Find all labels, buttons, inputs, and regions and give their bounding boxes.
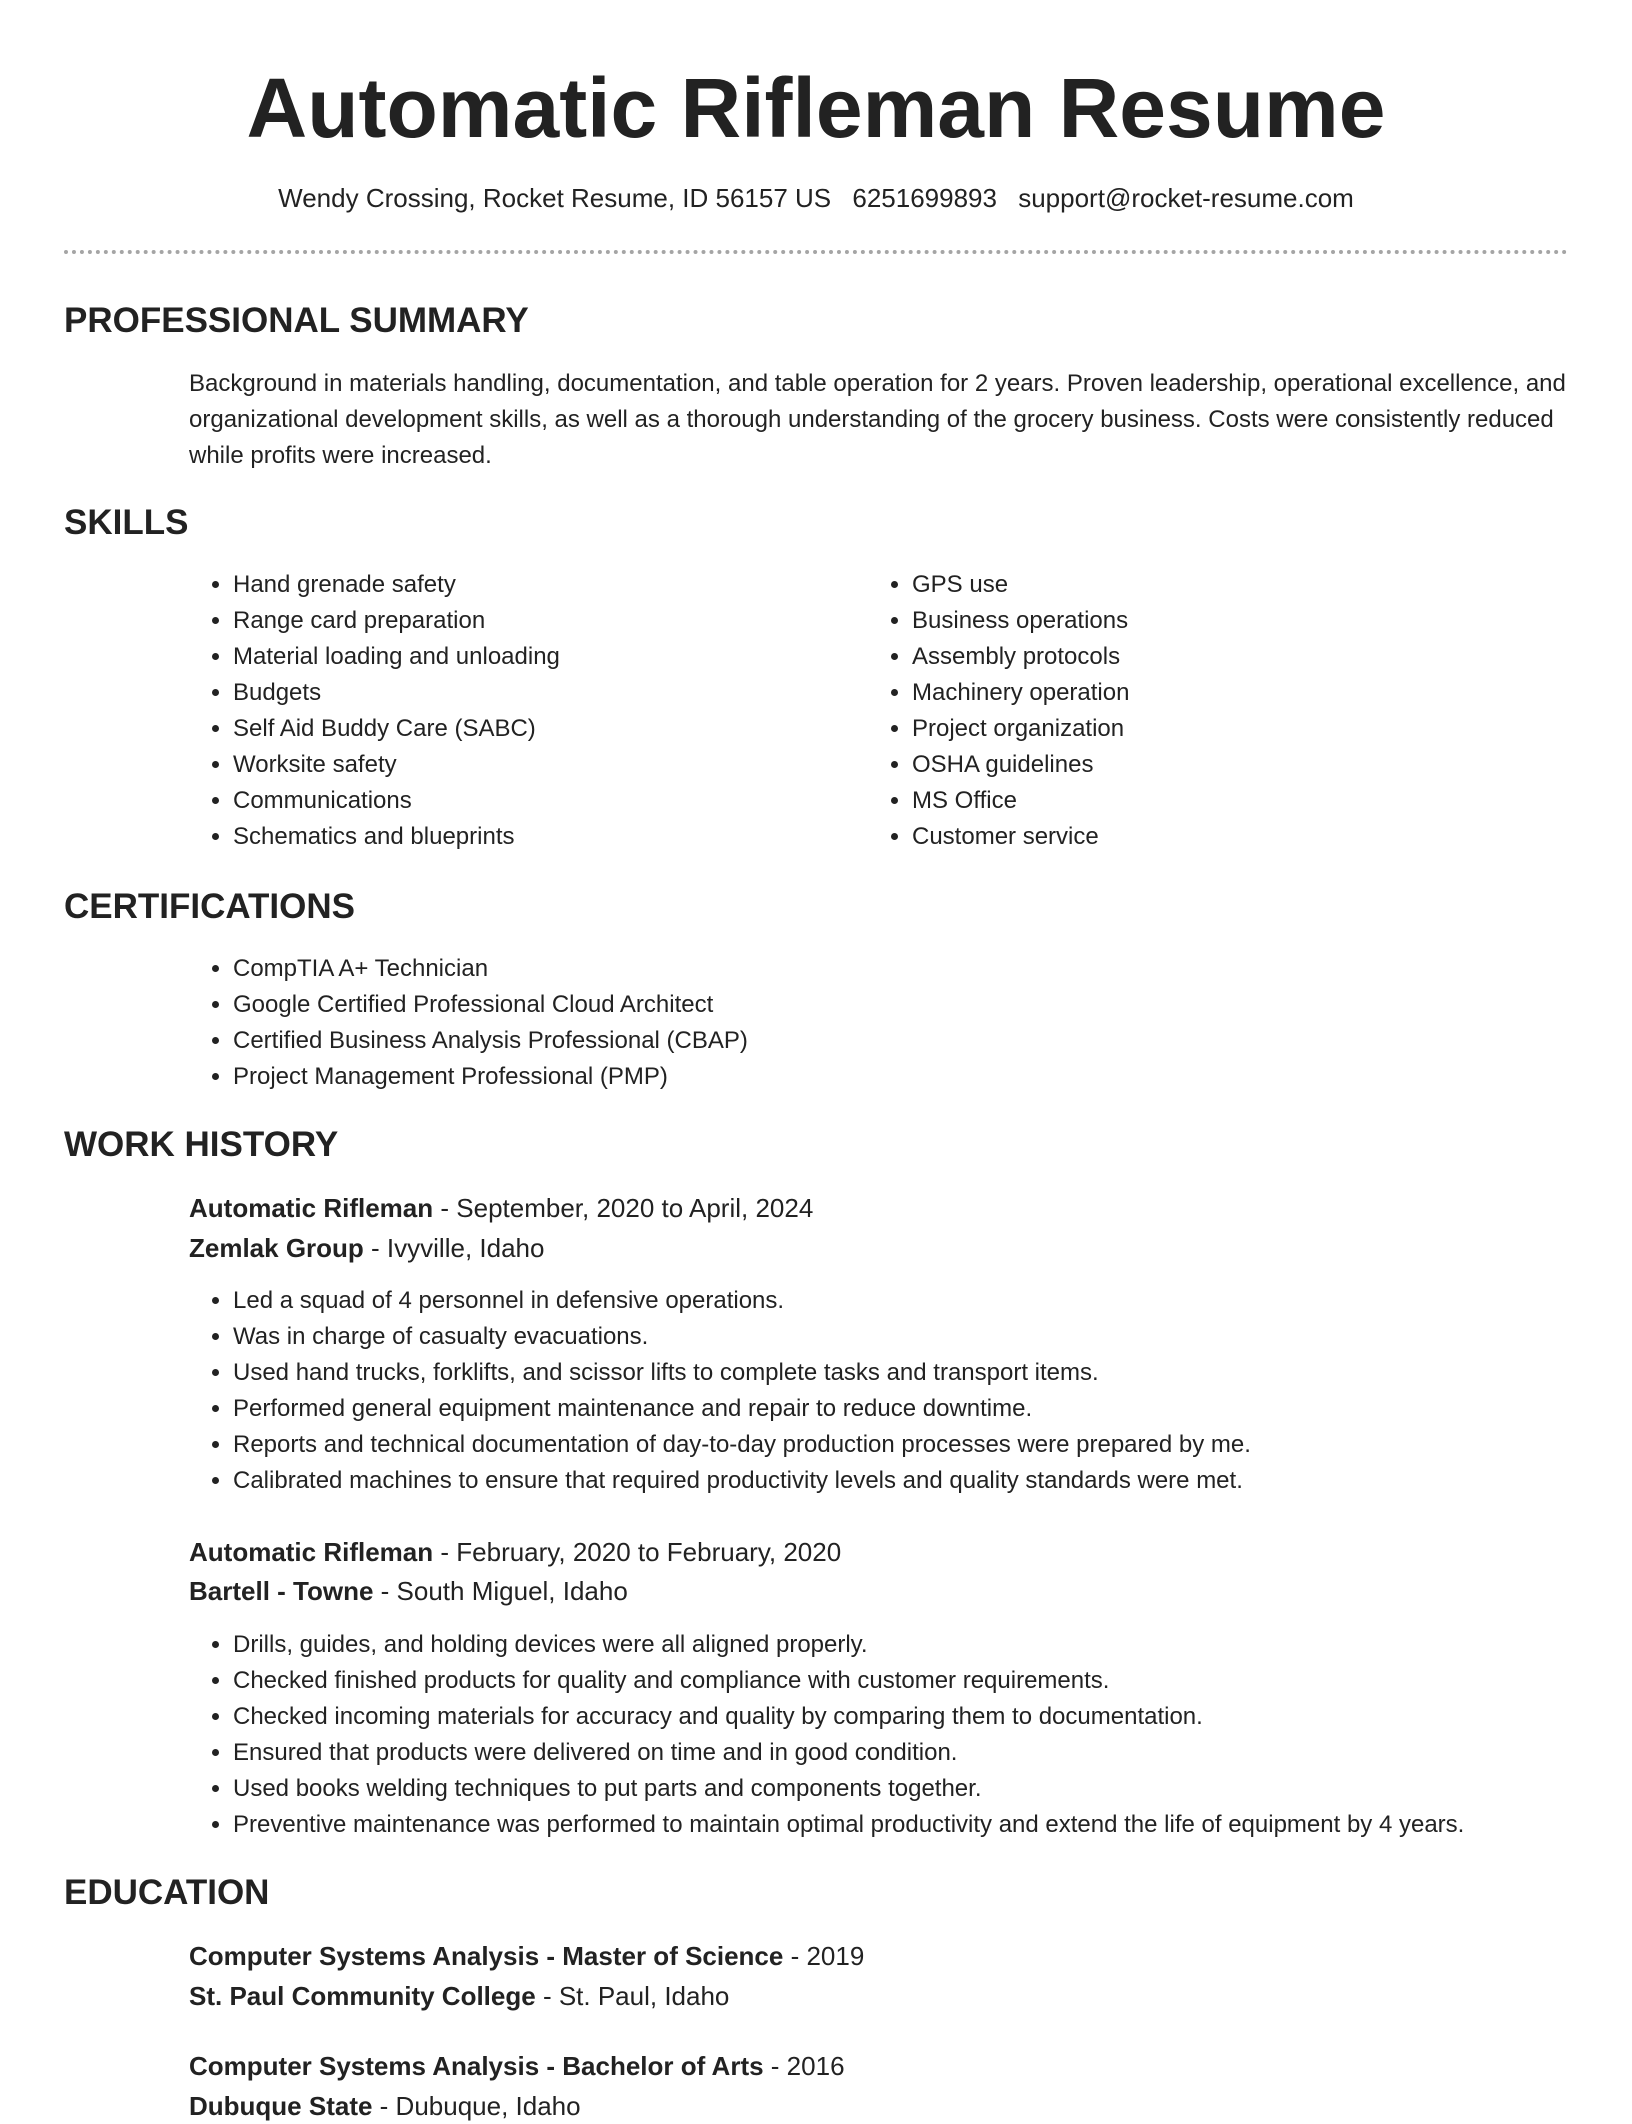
- list-item: • OSHA guidelines: [912, 747, 1512, 783]
- summary-text: Background in materials handling, documentation, and table operation for 2 years. Proven leadership, operational excellence, and organizational development skills, as well as a thorough understanding of the grocery business. Costs were consistently reduced while profits were increased.: [189, 370, 1566, 469]
- education-degree: Computer Systems Analysis - Bachelor of Arts: [189, 2051, 764, 2081]
- skills-list-left: [189, 567, 833, 855]
- list-item: • Material loading and unloading: [233, 639, 833, 675]
- list-item: • GPS use: [912, 567, 1512, 603]
- list-item: • Led a squad of 4 personnel in defensive operations.: [233, 1283, 1613, 1319]
- list-item: • Business operations: [912, 603, 1512, 639]
- list-item: • Hand grenade safety: [233, 567, 833, 603]
- skills-heading: SKILLS: [64, 503, 189, 542]
- list-item: • Used hand trucks, forklifts, and scissor lifts to complete tasks and transport items.: [233, 1355, 1613, 1391]
- list-item: • Certified Business Analysis Professional (CBAP): [233, 1023, 1533, 1059]
- job-dates: - September, 2020 to April, 2024: [433, 1193, 814, 1223]
- education-year: - 2019: [783, 1941, 865, 1971]
- list-item: • Calibrated machines to ensure that required productivity levels and quality standards were met.: [233, 1463, 1613, 1499]
- certifications-list: [189, 951, 1533, 1095]
- list-item: • Project Management Professional (PMP): [233, 1059, 1533, 1095]
- list-item: • Ensured that products were delivered on time and in good condition.: [233, 1735, 1632, 1771]
- job-dates: - February, 2020 to February, 2020: [433, 1537, 842, 1567]
- list-item: • Drills, guides, and holding devices were all aligned properly.: [233, 1627, 1632, 1663]
- list-item: • Budgets: [233, 675, 833, 711]
- contact-phone: 6251699893: [852, 183, 997, 213]
- header-divider: [64, 250, 1568, 254]
- education-school: St. Paul Community College: [189, 1981, 536, 2011]
- education-location: - St. Paul, Idaho: [535, 1981, 730, 2011]
- job-location: - Ivyville, Idaho: [363, 1233, 545, 1263]
- education-year: - 2016: [763, 2051, 845, 2081]
- education-degree-line: [189, 1938, 864, 1974]
- contact-address: Wendy Crossing, Rocket Resume, ID 56157 US: [278, 183, 832, 213]
- job-title: Automatic Rifleman: [189, 1193, 434, 1223]
- education-heading: EDUCATION: [64, 1873, 270, 1912]
- education-school-line: [189, 2088, 581, 2124]
- list-item: • Worksite safety: [233, 747, 833, 783]
- list-item: • Reports and technical documentation of day-to-day production processes were prepared by me.: [233, 1427, 1613, 1463]
- list-item: • CompTIA A+ Technician: [233, 951, 1533, 987]
- job-location: - South Miguel, Idaho: [373, 1576, 628, 1606]
- education-location: - Dubuque, Idaho: [372, 2091, 581, 2121]
- job-company: Zemlak Group: [189, 1233, 364, 1263]
- job-title-line: [189, 1534, 841, 1570]
- list-item: • Communications: [233, 783, 833, 819]
- job-bullets: [189, 1627, 1632, 1843]
- certifications-heading: CERTIFICATIONS: [64, 887, 356, 926]
- job-company-line: [189, 1573, 628, 1609]
- education-school: Dubuque State: [189, 2091, 373, 2121]
- job-bullets: [189, 1283, 1613, 1499]
- list-item: • Was in charge of casualty evacuations.: [233, 1319, 1613, 1355]
- list-item: • Used books welding techniques to put parts and components together.: [233, 1771, 1632, 1807]
- work-history-heading: WORK HISTORY: [64, 1125, 339, 1164]
- education-school-line: [189, 1978, 729, 2014]
- skills-list-right: [868, 567, 1512, 855]
- resume-title: Automatic Rifleman Resume: [246, 61, 1386, 155]
- list-item: • Google Certified Professional Cloud Architect: [233, 987, 1533, 1023]
- list-item: • Machinery operation: [912, 675, 1512, 711]
- list-item: • Checked finished products for quality and compliance with customer requirements.: [233, 1663, 1632, 1699]
- list-item: • Assembly protocols: [912, 639, 1512, 675]
- education-degree-line: [189, 2048, 845, 2084]
- list-item: • Schematics and blueprints: [233, 819, 833, 855]
- list-item: • Preventive maintenance was performed to maintain optimal productivity and extend the life of equipment by 4 years.: [233, 1807, 1632, 1843]
- contact-email: support@rocket-resume.com: [1018, 183, 1354, 213]
- summary-heading: PROFESSIONAL SUMMARY: [64, 301, 529, 340]
- job-title: Automatic Rifleman: [189, 1537, 434, 1567]
- list-item: • Range card preparation: [233, 603, 833, 639]
- list-item: • Checked incoming materials for accuracy and quality by comparing them to documentation.: [233, 1699, 1632, 1735]
- contact-line: [0, 180, 1632, 216]
- list-item: • MS Office: [912, 783, 1512, 819]
- list-item: • Customer service: [912, 819, 1512, 855]
- job-company-line: [189, 1230, 544, 1266]
- job-company: Bartell - Towne: [189, 1576, 374, 1606]
- list-item: • Performed general equipment maintenance and repair to reduce downtime.: [233, 1391, 1613, 1427]
- education-degree: Computer Systems Analysis - Master of Science: [189, 1941, 784, 1971]
- list-item: • Self Aid Buddy Care (SABC): [233, 711, 833, 747]
- job-title-line: [189, 1190, 813, 1226]
- list-item: • Project organization: [912, 711, 1512, 747]
